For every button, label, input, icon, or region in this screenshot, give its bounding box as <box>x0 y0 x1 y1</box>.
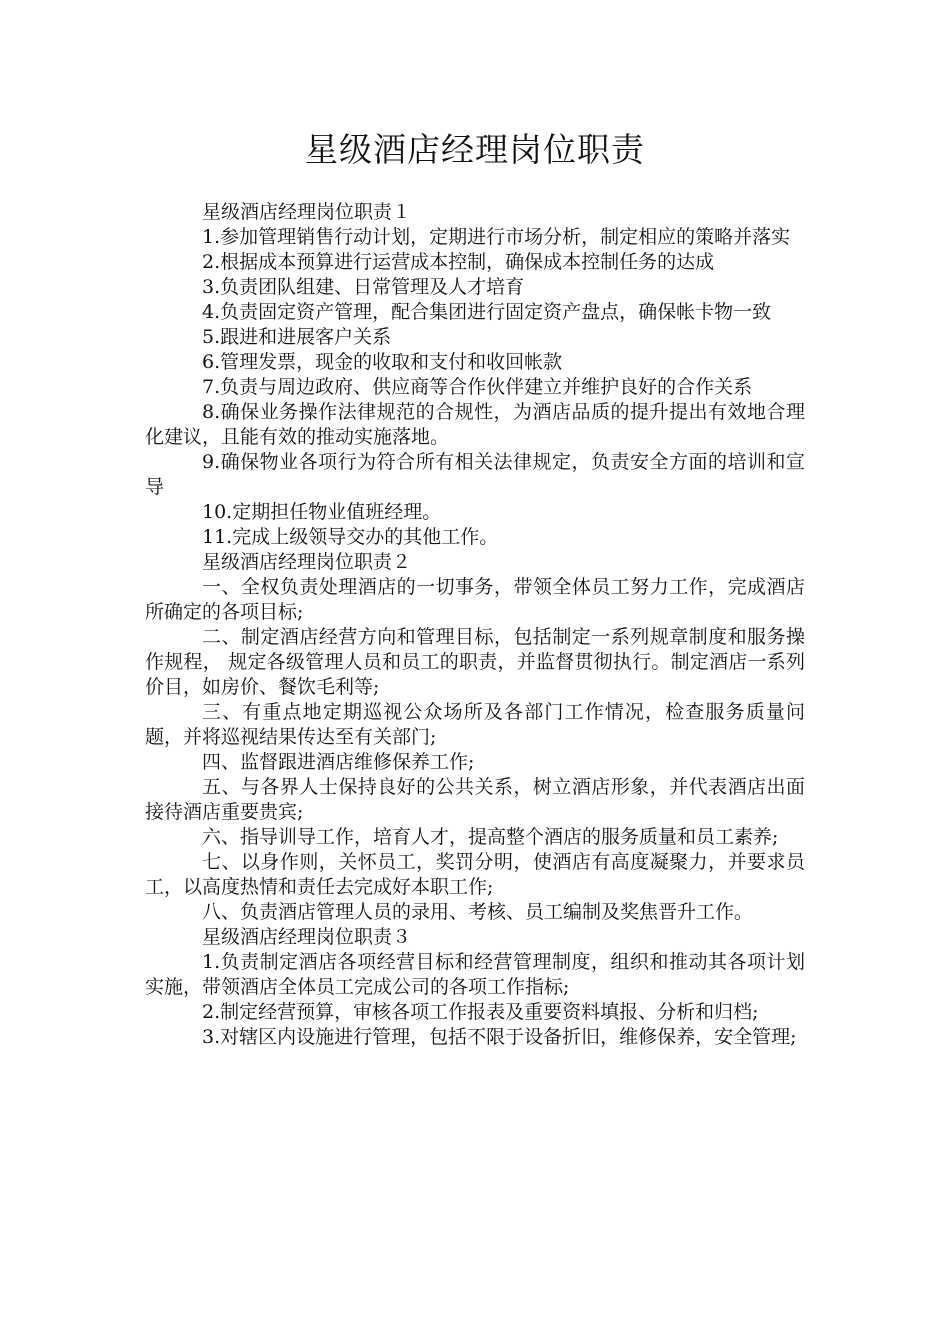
paragraph: 1.负责制定酒店各项经营目标和经营管理制度，组织和推动其各项计划实施，带领酒店全体员工完成公司的各项工作指标; <box>145 951 805 998</box>
paragraph: 1.参加管理销售行动计划，定期进行市场分析，制定相应的策略并落实 <box>202 226 791 248</box>
paragraph: 六、指导训导工作，培育人才，提高整个酒店的服务质量和员工素养; <box>202 826 779 848</box>
paragraph: 3.对辖区内设施进行管理，包括不限于设备折旧，维修保养，安全管理; <box>202 1026 797 1048</box>
paragraph: 10.定期担任物业值班经理。 <box>202 501 442 523</box>
paragraph: 星级酒店经理岗位职责３ <box>202 926 412 948</box>
paragraph: 8.确保业务操作法律规范的合规性，为酒店品质的提升提出有效地合理化建议，且能有效的推动实施落地。 <box>145 401 805 448</box>
paragraph: 八、负责酒店管理人员的录用、考核、员工编制及奖焦晋升工作。 <box>202 901 754 923</box>
paragraph: 七、以身作则，关怀员工，奖罚分明，使酒店有高度凝聚力，并要求员工，以高度热情和责任去完成好本职工作; <box>145 851 805 898</box>
paragraph: 一、全权负责处理酒店的一切事务，带领全体员工努力工作，完成酒店所确定的各项目标; <box>145 576 805 623</box>
paragraph: 11.完成上级领导交办的其他工作。 <box>202 526 499 548</box>
paragraph: 4.负责固定资产管理，配合集团进行固定资产盘点，确保帐卡物一致 <box>202 301 772 323</box>
paragraph: 星级酒店经理岗位职责２ <box>202 551 412 573</box>
paragraph: 2.根据成本预算进行运营成本控制，确保成本控制任务的达成 <box>202 251 715 273</box>
paragraph: 6.管理发票，现金的收取和支付和收回帐款 <box>202 351 563 373</box>
paragraph: 星级酒店经理岗位职责１ <box>202 201 412 223</box>
paragraph: 3.负责团队组建、日常管理及人才培育 <box>202 276 525 298</box>
paragraph: 三、有重点地定期巡视公众场所及各部门工作情况，检查服务质量问题，并将巡视结果传达至有关部门; <box>145 701 805 748</box>
paragraph: 五、与各界人士保持良好的公共关系，树立酒店形象，并代表酒店出面接待酒店重要贵宾; <box>145 776 805 823</box>
paragraph: 二、制定酒店经营方向和管理目标，包括制定一系列规章制度和服务操作规程， 规定各级管理人员和员工的职责，并监督贯彻执行。制定酒店一系列价目，如房价、餐饮毛利等; <box>145 626 805 698</box>
paragraph: 7.负责与周边政府、供应商等合作伙伴建立并维护良好的合作关系 <box>202 376 753 398</box>
paragraph: 四、监督跟进酒店维修保养工作; <box>202 751 475 773</box>
paragraph: 2.制定经营预算，审核各项工作报表及重要资料填报、分析和归档; <box>202 1001 759 1023</box>
document-page <box>145 0 805 1050</box>
paragraph: 5.跟进和进展客户关系 <box>202 326 392 348</box>
document-title: 星级酒店经理岗位职责 <box>305 130 645 169</box>
document-body <box>145 200 805 1050</box>
paragraph: 9.确保物业各项行为符合所有相关法律规定，负责安全方面的培训和宣导 <box>145 451 805 498</box>
